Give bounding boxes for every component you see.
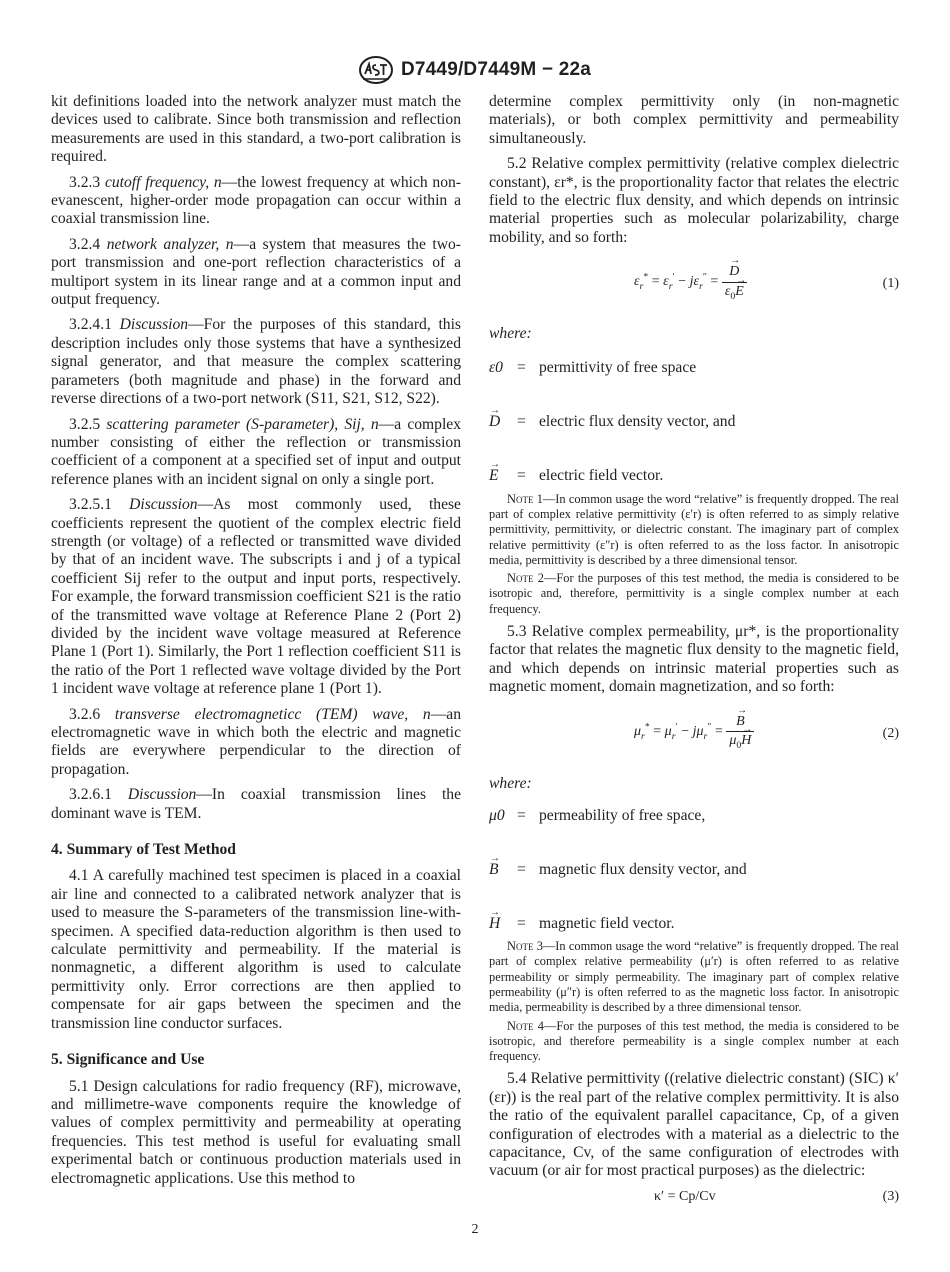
equation-2 <box>489 705 899 761</box>
document-id: D7449/D7449M − 22a <box>400 59 592 80</box>
discussion-3-2-5-1: 3.2.5.1 Discussion—As most commonly used, these coefficients represent the quotient of the complex electric field strength (or voltage) of a reflected or transmitted wave divided by that of an incident wave. The subscripts i and j of a typical coefficient Sij refer to the output and input ports, respectively. For example, the forward transmission coefficient S21 is the ratio of the transmitted wave voltage at Reference Plane 2 (Port 2) divided by the incident wave voltage measured at Reference Plane 1 (Port 1). Similarly, the Port 1 reflection coefficient S11 is the ratio of the Port 1 reflected wave voltage divided by the Port 1 incident wave voltage at reference plane 1 (Port 1). <box>51 496 461 698</box>
section-heading-5: 5. Significance and Use <box>51 1051 205 1069</box>
definition-3-2-5: 3.2.5 scattering parameter (S-parameter), Sij, n—a complex number consisting of either the reflection or transmission coefficient of a component at a specified set of input and output reference planes with an incident signal on only a single port. <box>51 415 462 488</box>
definition-3-2-6: 3.2.6 transverse electromagneticc (TEM) wave, n—an electromagnetic wave in which both the electric and magnetic fields are everywhere perpendicular to the direction of propagation. <box>51 705 461 778</box>
equation-1 <box>489 255 899 311</box>
left-column <box>51 93 461 1195</box>
where-label-2: where: <box>489 774 532 792</box>
right-column <box>489 93 899 1216</box>
note-3: Note 3—In common usage the word “relative” is frequently dropped. The real part of complex relative permeability (μ′r) is often referred to as relative permeability or simply permeability. The imaginary part of complex relative permeability (μ″r) is often referred to as the magnetic loss factor. In anisotropic media, permeability is described by a three dimensional tensor. <box>489 939 899 1015</box>
equation-2-expression: $\mu_r^* = \mu_r' - j\mu_r''$ = → $\frac{B}{\mu_0\to H}$ <box>634 713 754 751</box>
where-row: ε0 = permittivity of free space <box>489 359 697 377</box>
discussion-3-2-6-1: 3.2.6.1 Discussion—In coaxial transmission lines the dominant wave is TEM. <box>51 786 461 822</box>
where-row: → B = magnetic flux density vector, and <box>489 829 899 879</box>
astm-logo-icon <box>359 55 393 85</box>
section-heading-4: 4. Summary of Test Method <box>51 841 236 859</box>
definition-3-2-4: 3.2.4 network analyzer, n—a system that measures the two-port transmission and one-port reflection characteristics of a multiport system in its linear range and at a common input and output frequency. <box>51 235 461 309</box>
note-4: Note 4—For the purposes of this test method, the media is considered to be isotropic, and therefore permeability is a single complex number at each frequency. <box>489 1018 899 1064</box>
equation-1-expression: $\varepsilon_r^* = \varepsilon_r' - j\varepsilon_r''$ = → $\frac{D}{\varepsilon_0\to E}$ <box>634 263 747 301</box>
discussion-3-2-4-1: 3.2.4.1 Discussion—For the purposes of this standard, this description includes only those systems that have a synthesized signal generator, and that measure the complex scattering parameters (both magnitude and phase) in the forward and reverse directions of a two-port network (S11, S21, S12, S22). <box>51 316 461 408</box>
paragraph-5-3: 5.3 Relative complex permeability, μr*, is the proportionality factor that relates the magnetic flux density to the magnetic field, and which depends on intrinsic material properties such as magnetic moment, domain magnetization, and so forth: <box>489 623 899 696</box>
note-1: Note 1—In common usage the word “relative” is frequently dropped. The real part of complex relative permittivity (ε′r) is often referred to as simply relative permittivity, permittivity, or dielectric constant. The imaginary part of complex relative permittivity (ε″r) is often referred to as the loss factor. In anisotropic media, permittivity is described by a three dimensional tensor. <box>489 491 899 567</box>
where-row: → D = electric flux density vector, and <box>489 382 899 432</box>
note-2: Note 2—For the purposes of this test method, the media is considered to be isotropic and, therefore, permittivity is a single complex number at each frequency. <box>489 571 899 616</box>
paragraph-continued-right: determine complex permittivity only (in non-magnetic materials), or both complex permittivity and permeability simultaneously. <box>489 93 899 147</box>
definition-3-2-3: 3.2.3 cutoff frequency, n—the lowest frequency at which non-evanescent, higher-order mode propagation can occur within a coaxial transmission line. <box>51 173 462 228</box>
paragraph-5-1: 5.1 Design calculations for radio frequency (RF), microwave, and millimetre-wave components require the knowledge of values of complex permittivity and permeability at operating frequencies. This test method is useful for evaluating small experimental batch or continuous production materials used in electromagnetic applications. Use this method to <box>51 1077 461 1187</box>
paragraph-5-4: 5.4 Relative permittivity ((relative dielectric constant) (SIC) κ′(εr)) is the real part of the relative complex permittivity. It is also the ratio of the equivalent parallel capacitance, Cp, of a given configuration of electrodes with a material as a dielectric to the capacitance, Cv, of the same configuration of electrodes with vacuum (or air for most practical purposes) as the dielectric: <box>489 1070 899 1180</box>
page-number: 2 <box>471 1222 479 1237</box>
paragraph-5-2: 5.2 Relative complex permittivity (relative complex dielectric constant), εr*, is the proportionality factor that relates the electric field to the electric flux density, and which depends on intrinsic material properties such as molecular polarizability, charge mobility, and so forth: <box>489 155 899 246</box>
where-row: → E = electric field vector. <box>489 436 899 486</box>
equation-3-number: (3) <box>882 1188 899 1204</box>
equation-3 <box>489 1188 899 1210</box>
page-header <box>0 55 950 85</box>
equation-2-number: (2) <box>882 725 899 741</box>
equation-3-expression: κ′ = Cp/Cv <box>654 1188 716 1204</box>
where-row: μ0 = permeability of free space, <box>489 806 706 824</box>
paragraph-continued: kit definitions loaded into the network analyzer must match the devices used to calibrate. Since both transmission and reflection measurements are used in this standard, a two-port calibration is required. <box>51 93 461 166</box>
where-label-1: where: <box>489 325 532 343</box>
equation-1-number: (1) <box>882 276 899 292</box>
paragraph-4-1: 4.1 A carefully machined test specimen is placed in a coaxial air line and connected to a calibrated network analyzer that is used to measure the S-parameters of the transmission line-with-specimen. A specified data-reduction algorithm is then used to calculate permittivity and permeability. If the material is nonmagnetic, a different algorithm is used to calculate permittivity only. Error corrections are then applied to compensate for air gaps between the specimen and the transmission line conductor surfaces. <box>51 867 461 1032</box>
where-row: → H = magnetic field vector. <box>489 883 899 933</box>
